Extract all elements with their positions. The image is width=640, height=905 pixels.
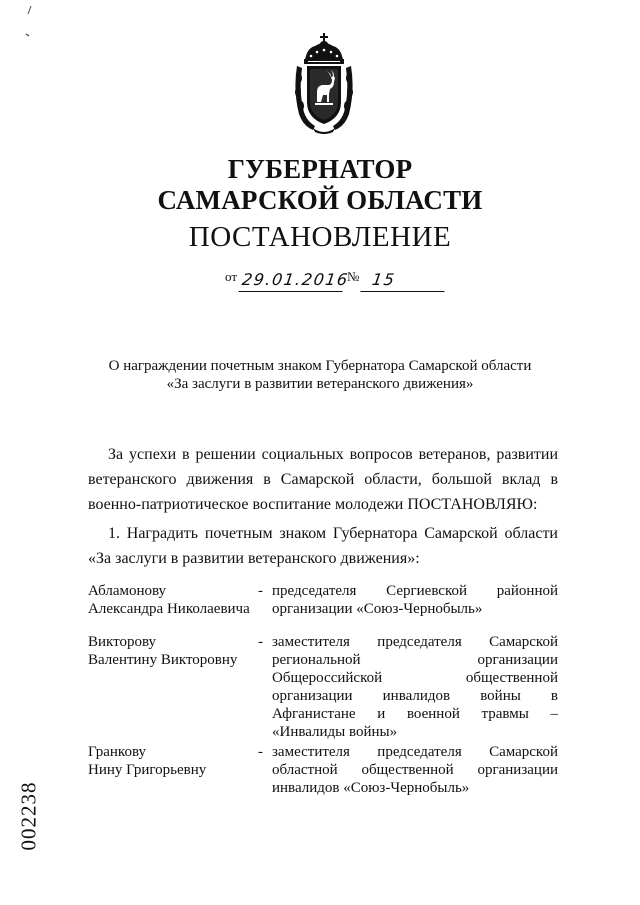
awardee-given-name: Александра Николаевича <box>88 601 250 617</box>
organization-title-line2: САМАРСКОЙ ОБЛАСТИ <box>157 185 483 215</box>
date-handwritten-value: 29.01.2016 <box>238 269 345 292</box>
awardee-position: заместителя председателя Самарской региональной организации Общероссийской общественной организации инвалидов войны в Афганистане и военной травмы – «Инвалиды войны» <box>272 634 558 740</box>
intro-paragraph: За успехи в решении социальных вопросов ветеранов, развитии ветеранского движения в Самарской области, большой вклад в военно-патриотическое воспитание молодежи ПОСТАНОВЛЯЮ: <box>88 446 558 513</box>
date-from-label: от <box>225 269 238 284</box>
awardee-name <box>88 633 258 669</box>
number-sign-label: № <box>347 269 360 284</box>
awardee-dash: - <box>258 583 263 599</box>
subject-line2: «За заслуги в развитии ветеранского движения» <box>166 376 474 392</box>
samara-coat-of-arms-icon <box>293 30 355 136</box>
document-subject <box>0 357 640 393</box>
registry-stamp-number: 002238 <box>16 781 41 851</box>
subject-line1: О награждении почетным знаком Губернатора Самарской области <box>108 358 532 374</box>
date-number-row <box>222 262 446 292</box>
awardee-dash: - <box>258 744 263 760</box>
awardee-given-name: Валентину Викторовну <box>88 652 238 668</box>
organization-title-line1: ГУБЕРНАТОР <box>227 154 413 184</box>
item-1-paragraph: 1. Наградить почетным знаком Губернатора Самарской области «За заслуги в развитии ветеранского движения»: <box>88 525 558 567</box>
awardee-surname: Гранкову <box>88 744 147 760</box>
awardee-name <box>88 743 258 779</box>
document-type-heading: ПОСТАНОВЛЕНИЕ <box>188 221 452 253</box>
awardee-name <box>88 582 258 618</box>
awardee-surname: Абламонову <box>88 583 167 599</box>
awardee-surname: Викторову <box>88 634 157 650</box>
number-handwritten-value: 15 <box>361 269 448 292</box>
registry-stamp <box>14 770 44 862</box>
awardee-position: председателя Сергиевской районной организации «Союз-Чернобыль» <box>272 583 558 617</box>
awardee-dash: - <box>258 634 263 650</box>
awardee-given-name: Нину Григорьевну <box>88 762 207 778</box>
awardee-position: заместителя председателя Самарской областной общественной организации инвалидов «Союз-Чернобыль» <box>272 744 558 796</box>
stray-ink-mark <box>22 4 36 40</box>
